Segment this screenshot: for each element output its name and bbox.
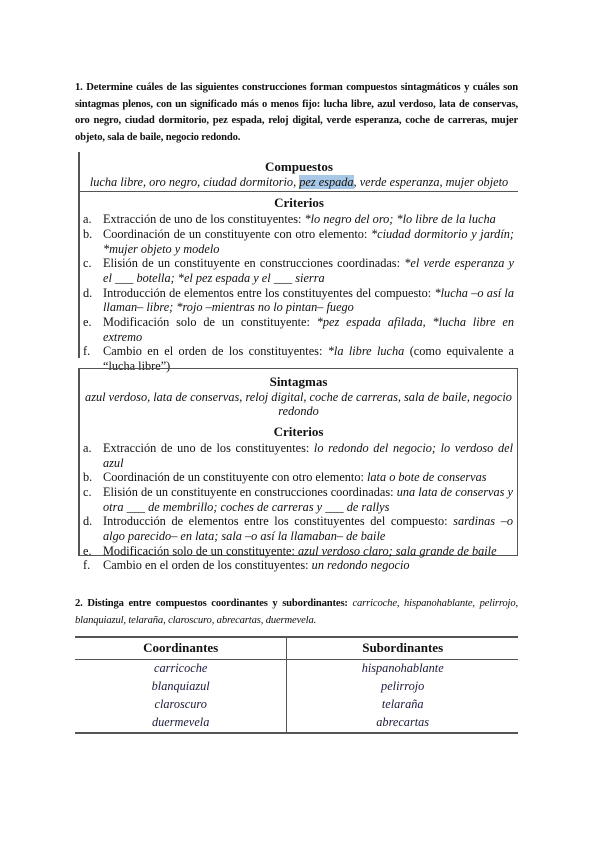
- criterio-item: [80, 441, 517, 470]
- criterio-letter: f.: [83, 344, 91, 359]
- header-subordinantes: Subordinantes: [287, 637, 518, 660]
- coordinante-cell: duermevela: [75, 714, 287, 733]
- criterio-letter: e.: [83, 543, 92, 558]
- table-row: [75, 696, 518, 714]
- criterio-example: una lata de conservas y otra ___ de membrillo; coches de carreras y ___ de rallys: [103, 484, 513, 514]
- criterio-letter: a.: [83, 212, 92, 227]
- coordinante-cell: blanquiazul: [151, 679, 210, 693]
- subordinante-cell: pelirrojo: [287, 678, 518, 696]
- criterio-text: Coordinación de un constituyente con otro elemento:: [103, 226, 371, 241]
- criterio-letter: c.: [83, 484, 92, 499]
- criterio-item: [80, 286, 518, 315]
- criterio-item: [80, 485, 517, 514]
- criterio-tail: (como equivalente a “lucha libre”): [103, 344, 514, 374]
- criterio-text: Coordinación de un constituyente con otro elemento:: [103, 470, 367, 485]
- sintagmas-box: [78, 368, 518, 573]
- criterio-example: *lucha –o así la llaman– libre; *rojo –mientras no lo pintan– fuego: [103, 285, 514, 315]
- compuestos-box: [78, 152, 518, 374]
- criterios-title: Criterios: [274, 195, 324, 211]
- criterio-letter: f.: [83, 558, 91, 573]
- criterio-letter: b.: [83, 470, 93, 485]
- criterio-item: [80, 212, 518, 227]
- coordinante-cell: claroscuro: [154, 697, 207, 711]
- criterio-letter: d.: [83, 514, 93, 529]
- criterio-example: azul verdoso claro; sala grande de baile: [298, 543, 497, 558]
- sintagmas-items: azul verdoso, lata de conservas, reloj digital, coche de carreras, sala de baile, negocio redondo: [85, 389, 512, 419]
- criterio-letter: e.: [83, 315, 92, 330]
- criterio-item: [80, 514, 517, 543]
- criterio-letter: c.: [83, 256, 92, 271]
- question-1: 1. Determine cuáles de las siguientes construcciones forman compuestos sintagmáticos y cuáles son sintagmas plenos, con un significado más o menos fijo: lucha libre, azul verdoso, lata de conservas, oro negro, ciudad dormitorio, pez espada, reloj digital, verde esperanza, coche de carreras, mujer objeto, sala de baile, negocio redondo.: [75, 82, 518, 143]
- criterio-text: Extracción de uno de los constituyentes:: [103, 440, 314, 455]
- criterio-text: Elisión de un constituyente en construcciones coordinadas:: [103, 484, 397, 499]
- criterio-letter: b.: [83, 226, 93, 241]
- criterios-title: Criterios: [273, 424, 324, 440]
- criterio-text: Modificación solo de un constituyente:: [103, 315, 317, 330]
- criterio-item: [80, 558, 517, 573]
- coordinante-cell: carricoche: [154, 661, 208, 675]
- criterio-example: *ciudad dormitorio y jardín; *mujer objeto y modelo: [103, 226, 514, 256]
- criterio-item: [80, 470, 517, 485]
- criterio-item: [80, 315, 518, 344]
- compuestos-table: [75, 636, 518, 734]
- compuestos-title: Compuestos: [265, 159, 333, 174]
- compuestos-criterios-list: [80, 212, 518, 374]
- table-row: [75, 678, 518, 696]
- sintagmas-criterios-list: [80, 441, 517, 573]
- criterio-item: [80, 544, 517, 559]
- sintagmas-title: Sintagmas: [269, 374, 328, 389]
- criterio-example: sardinas –o algo parecido– en lata; sala –o así la llamaban– de baile: [103, 514, 513, 544]
- subordinante-cell: abrecartas: [287, 714, 518, 733]
- criterio-text: Modificación solo de un constituyente:: [103, 543, 299, 558]
- criterio-text: Extracción de uno de los constituyentes:: [103, 212, 305, 227]
- criterio-letter: d.: [83, 285, 93, 300]
- criterio-item: [80, 227, 518, 256]
- criterio-text: Cambio en el orden de los constituyentes:: [103, 344, 328, 359]
- question-2: 2. Distinga entre compuestos coordinantes y subordinantes: carricoche, hispanohablante, pelirrojo, blanquiazul, telaraña, claroscuro, abrecartas, duermevela.: [75, 598, 518, 626]
- criterio-text: Elisión de un constituyente en construcciones coordinadas:: [103, 256, 405, 271]
- criterio-item: [80, 256, 518, 285]
- subordinante-cell: telaraña: [287, 696, 518, 714]
- compuestos-items: lucha libre, oro negro, ciudad dormitorio, pez espada, verde esperanza, mujer objeto: [80, 175, 518, 193]
- selected-text[interactable]: pez espada: [299, 174, 354, 189]
- table-row: [75, 714, 518, 733]
- criterio-letter: a.: [83, 440, 92, 455]
- criterio-text: Introducción de elementos entre los constituyentes del compuesto:: [103, 514, 454, 529]
- criterio-text: Cambio en el orden de los constituyentes:: [103, 558, 312, 573]
- criterio-text: Introducción de elementos entre los constituyentes del compuesto:: [103, 285, 435, 300]
- criterio-example: lata o bote de conservas: [366, 470, 487, 485]
- criterio-example: *pez espada afilada, *lucha libre en extremo: [103, 315, 514, 344]
- header-coordinantes: Coordinantes: [75, 637, 287, 660]
- criterio-example: un redondo negocio: [311, 558, 410, 573]
- subordinante-cell: hispanohablante: [287, 660, 518, 679]
- criterio-example: *el verde esperanza y el ___ botella; *el pez espada y el ___ sierra: [103, 256, 515, 285]
- criterio-example: lo redondo del negocio; lo verdoso del azul: [103, 440, 513, 470]
- criterio-example: *lo negro del oro; *lo libre de la lucha: [304, 212, 496, 227]
- table-row: [75, 660, 518, 679]
- criterio-example: *la libre lucha: [327, 344, 405, 359]
